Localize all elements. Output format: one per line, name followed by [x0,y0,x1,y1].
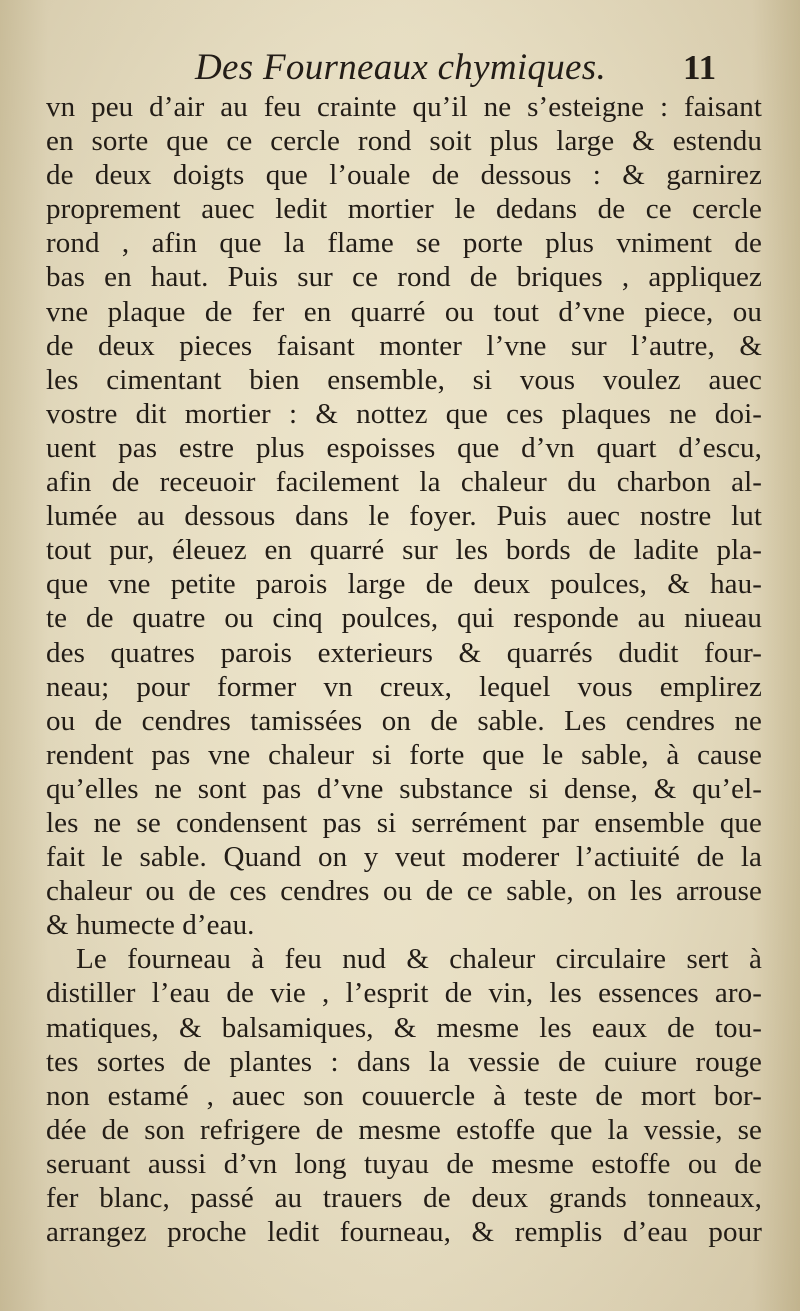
text-line: de deux doigts que l’ouale de dessous : & garnirez [46,159,762,192]
text-line: les cimentant bien ensemble, si vous voulez auec [46,363,762,396]
text-line: ou de cendres tamissées on de sable. Les cendres ne [46,704,762,737]
text-line: vne plaque de fer en quarré ou tout d’vne piece, ou [46,295,762,328]
page-number: 11 [683,48,717,87]
text-line: non estamé , auec son couuercle à teste de mort bor- [46,1079,762,1112]
page-header [0,44,800,92]
text-line: rond , afin que la flame se porte plus vniment de [46,227,762,260]
text-line: neau; pour former vn creux, lequel vous emplirez [46,670,762,703]
text-line: fait le sable. Quand on y veut moderer l’actiuité de la [46,841,762,874]
text-line: de deux pieces faisant monter l’vne sur l’autre, & [46,329,762,362]
body-text [46,90,762,1249]
text-line: afin de receuoir facilement la chaleur du charbon al- [46,466,762,499]
text-line: tes sortes de plantes : dans la vessie de cuiure rouge [46,1045,762,1078]
text-line: & humecte d’eau. [46,909,255,942]
text-line: uent pas estre plus espoisses que d’vn quart d’escu, [46,431,762,464]
paragraph-first-line: Le fourneau à feu nud & chaleur circulaire sert à [76,943,762,976]
text-line: chaleur ou de ces cendres ou de ce sable, on les arrouse [46,875,762,908]
text-line: en sorte que ce cercle rond soit plus large & estendu [46,125,762,158]
text-line: vn peu d’air au feu crainte qu’il ne s’esteigne : faisant [46,91,762,123]
text-line: fer blanc, passé au trauers de deux grands tonneaux, [46,1182,762,1214]
text-line: que vne petite parois large de deux poulces, & hau- [46,568,762,601]
text-line: distiller l’eau de vie , l’esprit de vin, les essences aro- [46,977,762,1010]
text-line: dée de son refrigere de mesme estoffe que la vessie, se [46,1113,762,1146]
text-line: rendent pas vne chaleur si forte que le sable, à cause [46,738,762,771]
text-line: vostre dit mortier : & nottez que ces plaques ne doi- [46,397,762,430]
text-line: proprement auec ledit mortier le dedans de ce cercle [46,193,762,226]
text-line: lumée au dessous dans le foyer. Puis auec nostre lut [46,500,762,533]
text-line: arrangez proche ledit fourneau, & remplis d’eau pour [46,1216,762,1249]
text-line: des quatres parois exterieurs & quarrés dudit four- [46,636,762,669]
text-line: matiques, & balsamiques, & mesme les eaux de tou- [46,1011,762,1044]
text-line: te de quatre ou cinq poulces, qui responde au niueau [46,602,762,635]
text-line: tout pur, éleuez en quarré sur les bords de ladite pla- [46,534,762,567]
text-line: qu’elles ne sont pas d’vne substance si dense, & qu’el- [46,772,762,805]
text-line: seruant aussi d’vn long tuyau de mesme estoffe ou de [46,1147,762,1180]
running-title: Des Fourneaux chymiques. [195,47,607,88]
text-line: les ne se condensent pas si serrément par ensemble que [46,806,762,839]
text-line: bas en haut. Puis sur ce rond de briques , appliquez [46,261,762,294]
